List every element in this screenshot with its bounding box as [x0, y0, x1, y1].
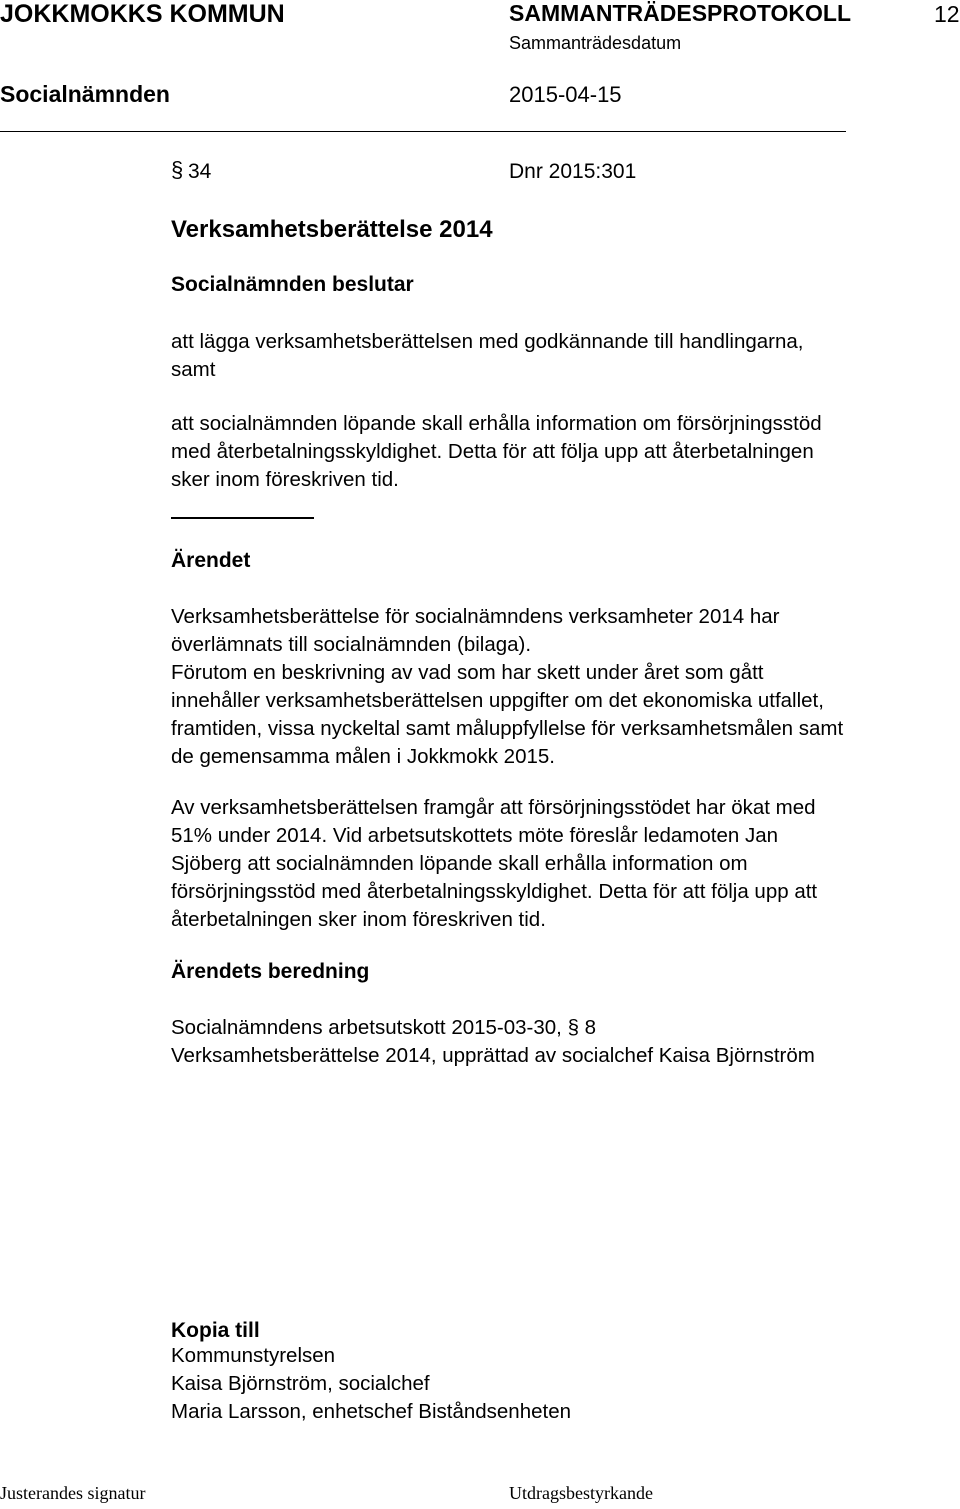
text-line: innehåller verksamhetsberättelsen uppgifter om det ekonomiska utfallet,: [171, 689, 824, 712]
text-line: sker inom föreskriven tid.: [171, 468, 399, 491]
preparation-heading: Ärendets beredning: [171, 960, 370, 983]
text-line: Verksamhetsberättelse för socialnämndens verksamheter 2014 har: [171, 605, 780, 628]
paragraph-sign: §: [171, 157, 184, 182]
list-item: Verksamhetsberättelse 2014, upprättad av socialchef Kaisa Björnström: [171, 1044, 815, 1067]
case-paragraph-3: [171, 794, 817, 934]
header-divider: [0, 131, 846, 132]
preparation-list: [171, 1014, 815, 1070]
list-item: Socialnämndens arbetsutskott 2015-03-30, § 8: [171, 1016, 597, 1039]
case-paragraph-2: [171, 659, 843, 771]
document-type: SAMMANTRÄDESPROTOKOLL: [509, 0, 852, 26]
copy-to-heading: Kopia till: [171, 1319, 260, 1342]
diary-number: Dnr 2015:301: [509, 160, 637, 183]
text-line: framtiden, vissa nyckeltal samt måluppfyllelse för verksamhetsmålen samt: [171, 717, 844, 740]
list-item: Kommunstyrelsen: [171, 1344, 336, 1367]
certification-label: Utdragsbestyrkande: [509, 1483, 653, 1503]
text-line: Av verksamhetsberättelsen framgår att försörjningsstödet har ökat med: [171, 796, 816, 819]
copy-to-list: [171, 1342, 571, 1426]
organization-name: JOKKMOKKS KOMMUN: [0, 0, 285, 28]
text-line: att socialnämnden löpande skall erhålla information om försörjningsstöd: [171, 412, 822, 435]
text-line: återbetalningen sker inom föreskriven tid.: [171, 908, 546, 931]
text-line: de gemensamma målen i Jokkmokk 2015.: [171, 745, 555, 768]
case-paragraph-1: [171, 603, 779, 659]
signature-label: Justerandes signatur: [0, 1483, 146, 1503]
page-number: 12: [934, 1, 960, 27]
decision-divider: [171, 517, 314, 519]
decision-item-1: [171, 328, 804, 384]
list-item: Kaisa Björnström, socialchef: [171, 1372, 430, 1395]
text-line: försörjningsstöd med återbetalningsskyldighet. Detta för att följa upp att: [171, 880, 818, 903]
decision-item-2: [171, 410, 822, 494]
text-line: 51% under 2014. Vid arbetsutskottets möte föreslår ledamoten Jan: [171, 824, 779, 847]
meeting-date: 2015-04-15: [509, 82, 622, 107]
text-line: Sjöberg att socialnämnden löpande skall erhålla information om: [171, 852, 748, 875]
paragraph-number: 34: [188, 160, 212, 183]
text-line: Förutom en beskrivning av vad som har skett under året som gått: [171, 661, 764, 684]
committee-name: Socialnämnden: [0, 81, 170, 107]
meeting-date-label: Sammanträdesdatum: [509, 33, 682, 53]
decision-heading: Socialnämnden beslutar: [171, 273, 414, 296]
list-item: Maria Larsson, enhetschef Biståndsenheten: [171, 1400, 572, 1423]
text-line: överlämnats till socialnämnden (bilaga).: [171, 633, 532, 656]
paragraph-title: Verksamhetsberättelse 2014: [171, 216, 493, 243]
text-line: med återbetalningsskyldighet. Detta för att följa upp att återbetalningen: [171, 440, 814, 463]
text-line: att lägga verksamhetsberättelsen med godkännande till handlingarna,: [171, 330, 804, 353]
text-line: samt: [171, 358, 216, 381]
case-heading: Ärendet: [171, 549, 251, 572]
